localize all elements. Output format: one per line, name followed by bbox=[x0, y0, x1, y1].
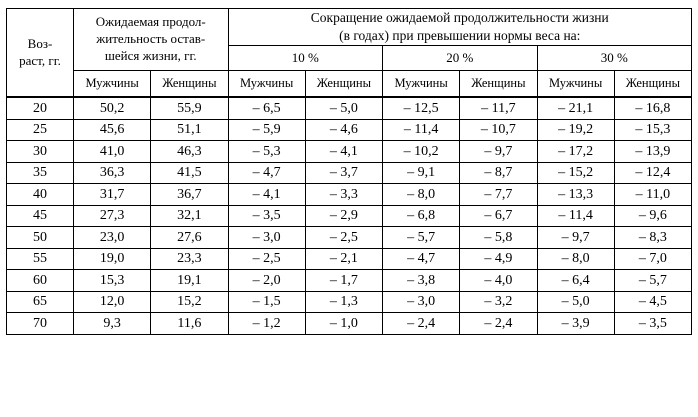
cell-value: – 4,9 bbox=[460, 248, 537, 270]
cell-value: – 7,7 bbox=[460, 184, 537, 206]
header-age-line2: раст, гг. bbox=[19, 52, 61, 68]
cell-value: – 7,0 bbox=[614, 248, 691, 270]
header-reduction-line2: (в годах) при превышении нормы веса на: bbox=[339, 28, 581, 44]
header-remaining-life bbox=[74, 9, 229, 71]
cell-value: – 4,1 bbox=[305, 141, 382, 163]
cell-value: – 13,9 bbox=[614, 141, 691, 163]
header-reduction bbox=[228, 9, 692, 46]
cell-value: – 8,0 bbox=[383, 184, 460, 206]
cell-value: 27,6 bbox=[151, 227, 228, 249]
cell-value: – 1,2 bbox=[228, 313, 305, 335]
cell-value: – 15,2 bbox=[537, 162, 614, 184]
header-remaining-line3: шейся жизни, гг. bbox=[104, 48, 197, 64]
header-30-male: Мужчины bbox=[537, 71, 614, 98]
cell-value: – 2,9 bbox=[305, 205, 382, 227]
cell-value: 15,3 bbox=[74, 270, 151, 292]
cell-value: 36,7 bbox=[151, 184, 228, 206]
cell-value: – 4,5 bbox=[614, 291, 691, 313]
cell-value: 32,1 bbox=[151, 205, 228, 227]
cell-age: 55 bbox=[7, 248, 74, 270]
header-20-male: Мужчины bbox=[383, 71, 460, 98]
cell-value: – 3,2 bbox=[460, 291, 537, 313]
cell-value: 55,9 bbox=[151, 97, 228, 119]
cell-value: – 3,9 bbox=[537, 313, 614, 335]
cell-age: 60 bbox=[7, 270, 74, 292]
cell-value: – 3,0 bbox=[228, 227, 305, 249]
cell-value: 15,2 bbox=[151, 291, 228, 313]
cell-value: 36,3 bbox=[74, 162, 151, 184]
cell-value: – 6,4 bbox=[537, 270, 614, 292]
cell-value: – 12,5 bbox=[383, 97, 460, 119]
life-expectancy-table bbox=[6, 8, 692, 335]
cell-value: 11,6 bbox=[151, 313, 228, 335]
cell-age: 35 bbox=[7, 162, 74, 184]
header-10-female: Женщины bbox=[305, 71, 382, 98]
cell-value: 41,5 bbox=[151, 162, 228, 184]
table-row bbox=[7, 205, 692, 227]
cell-value: 19,1 bbox=[151, 270, 228, 292]
table-row bbox=[7, 313, 692, 335]
cell-value: – 19,2 bbox=[537, 119, 614, 141]
cell-value: – 9,6 bbox=[614, 205, 691, 227]
header-group-10: 10 % bbox=[228, 46, 383, 71]
cell-value: – 5,9 bbox=[228, 119, 305, 141]
cell-value: – 11,4 bbox=[383, 119, 460, 141]
cell-age: 25 bbox=[7, 119, 74, 141]
cell-value: – 8,3 bbox=[614, 227, 691, 249]
cell-value: – 5,0 bbox=[537, 291, 614, 313]
cell-value: – 1,5 bbox=[228, 291, 305, 313]
cell-value: – 9,7 bbox=[537, 227, 614, 249]
cell-value: – 1,0 bbox=[305, 313, 382, 335]
table-row bbox=[7, 291, 692, 313]
cell-age: 30 bbox=[7, 141, 74, 163]
cell-value: – 17,2 bbox=[537, 141, 614, 163]
cell-age: 45 bbox=[7, 205, 74, 227]
cell-age: 50 bbox=[7, 227, 74, 249]
cell-value: – 10,7 bbox=[460, 119, 537, 141]
cell-value: – 4,7 bbox=[383, 248, 460, 270]
cell-value: – 4,6 bbox=[305, 119, 382, 141]
cell-value: 41,0 bbox=[74, 141, 151, 163]
cell-age: 20 bbox=[7, 97, 74, 119]
cell-value: – 3,5 bbox=[614, 313, 691, 335]
table-header bbox=[7, 9, 692, 98]
cell-value: 51,1 bbox=[151, 119, 228, 141]
table-row bbox=[7, 184, 692, 206]
table-row bbox=[7, 119, 692, 141]
cell-value: – 11,7 bbox=[460, 97, 537, 119]
cell-value: – 5,7 bbox=[614, 270, 691, 292]
header-20-female: Женщины bbox=[460, 71, 537, 98]
cell-value: 23,3 bbox=[151, 248, 228, 270]
cell-value: – 11,0 bbox=[614, 184, 691, 206]
header-rem-female: Женщины bbox=[151, 71, 228, 98]
cell-value: – 6,5 bbox=[228, 97, 305, 119]
cell-value: – 3,7 bbox=[305, 162, 382, 184]
cell-value: – 4,0 bbox=[460, 270, 537, 292]
cell-value: – 2,1 bbox=[305, 248, 382, 270]
cell-value: – 8,0 bbox=[537, 248, 614, 270]
cell-value: – 2,4 bbox=[460, 313, 537, 335]
cell-value: – 2,4 bbox=[383, 313, 460, 335]
header-row-top bbox=[7, 9, 692, 46]
cell-value: 12,0 bbox=[74, 291, 151, 313]
cell-value: 27,3 bbox=[74, 205, 151, 227]
cell-value: – 13,3 bbox=[537, 184, 614, 206]
cell-value: – 1,7 bbox=[305, 270, 382, 292]
cell-value: – 5,7 bbox=[383, 227, 460, 249]
cell-value: – 9,7 bbox=[460, 141, 537, 163]
table-row bbox=[7, 227, 692, 249]
header-age-line1: Воз- bbox=[27, 36, 53, 52]
header-remaining-line1: Ожидаемая продол- bbox=[95, 14, 206, 30]
cell-value: – 3,0 bbox=[383, 291, 460, 313]
cell-value: 46,3 bbox=[151, 141, 228, 163]
table-row bbox=[7, 248, 692, 270]
header-age bbox=[7, 9, 74, 98]
cell-value: – 3,5 bbox=[228, 205, 305, 227]
cell-value: – 1,3 bbox=[305, 291, 382, 313]
cell-value: 50,2 bbox=[74, 97, 151, 119]
table-row bbox=[7, 141, 692, 163]
cell-value: 23,0 bbox=[74, 227, 151, 249]
table-row bbox=[7, 162, 692, 184]
cell-value: – 11,4 bbox=[537, 205, 614, 227]
cell-value: – 6,8 bbox=[383, 205, 460, 227]
header-30-female: Женщины bbox=[614, 71, 691, 98]
cell-value: – 5,0 bbox=[305, 97, 382, 119]
cell-value: – 21,1 bbox=[537, 97, 614, 119]
cell-age: 70 bbox=[7, 313, 74, 335]
cell-value: – 10,2 bbox=[383, 141, 460, 163]
cell-value: – 16,8 bbox=[614, 97, 691, 119]
cell-value: – 8,7 bbox=[460, 162, 537, 184]
cell-value: – 5,8 bbox=[460, 227, 537, 249]
cell-value: – 9,1 bbox=[383, 162, 460, 184]
cell-value: – 3,3 bbox=[305, 184, 382, 206]
cell-value: – 12,4 bbox=[614, 162, 691, 184]
header-reduction-line1: Сокращение ожидаемой продолжительности жизни bbox=[310, 10, 609, 25]
cell-value: 19,0 bbox=[74, 248, 151, 270]
table-row bbox=[7, 270, 692, 292]
header-remaining-line2: жительность остав- bbox=[96, 31, 206, 47]
cell-value: – 4,7 bbox=[228, 162, 305, 184]
cell-value: – 15,3 bbox=[614, 119, 691, 141]
cell-age: 40 bbox=[7, 184, 74, 206]
header-group-20: 20 % bbox=[383, 46, 538, 71]
cell-value: – 5,3 bbox=[228, 141, 305, 163]
header-row-sex bbox=[7, 71, 692, 98]
table-body bbox=[7, 97, 692, 334]
cell-age: 65 bbox=[7, 291, 74, 313]
cell-value: – 2,5 bbox=[305, 227, 382, 249]
cell-value: 9,3 bbox=[74, 313, 151, 335]
cell-value: 45,6 bbox=[74, 119, 151, 141]
cell-value: – 4,1 bbox=[228, 184, 305, 206]
table-row bbox=[7, 97, 692, 119]
cell-value: 31,7 bbox=[74, 184, 151, 206]
cell-value: – 3,8 bbox=[383, 270, 460, 292]
cell-value: – 2,0 bbox=[228, 270, 305, 292]
header-10-male: Мужчины bbox=[228, 71, 305, 98]
cell-value: – 6,7 bbox=[460, 205, 537, 227]
header-group-30: 30 % bbox=[537, 46, 692, 71]
header-rem-male: Мужчины bbox=[74, 71, 151, 98]
cell-value: – 2,5 bbox=[228, 248, 305, 270]
